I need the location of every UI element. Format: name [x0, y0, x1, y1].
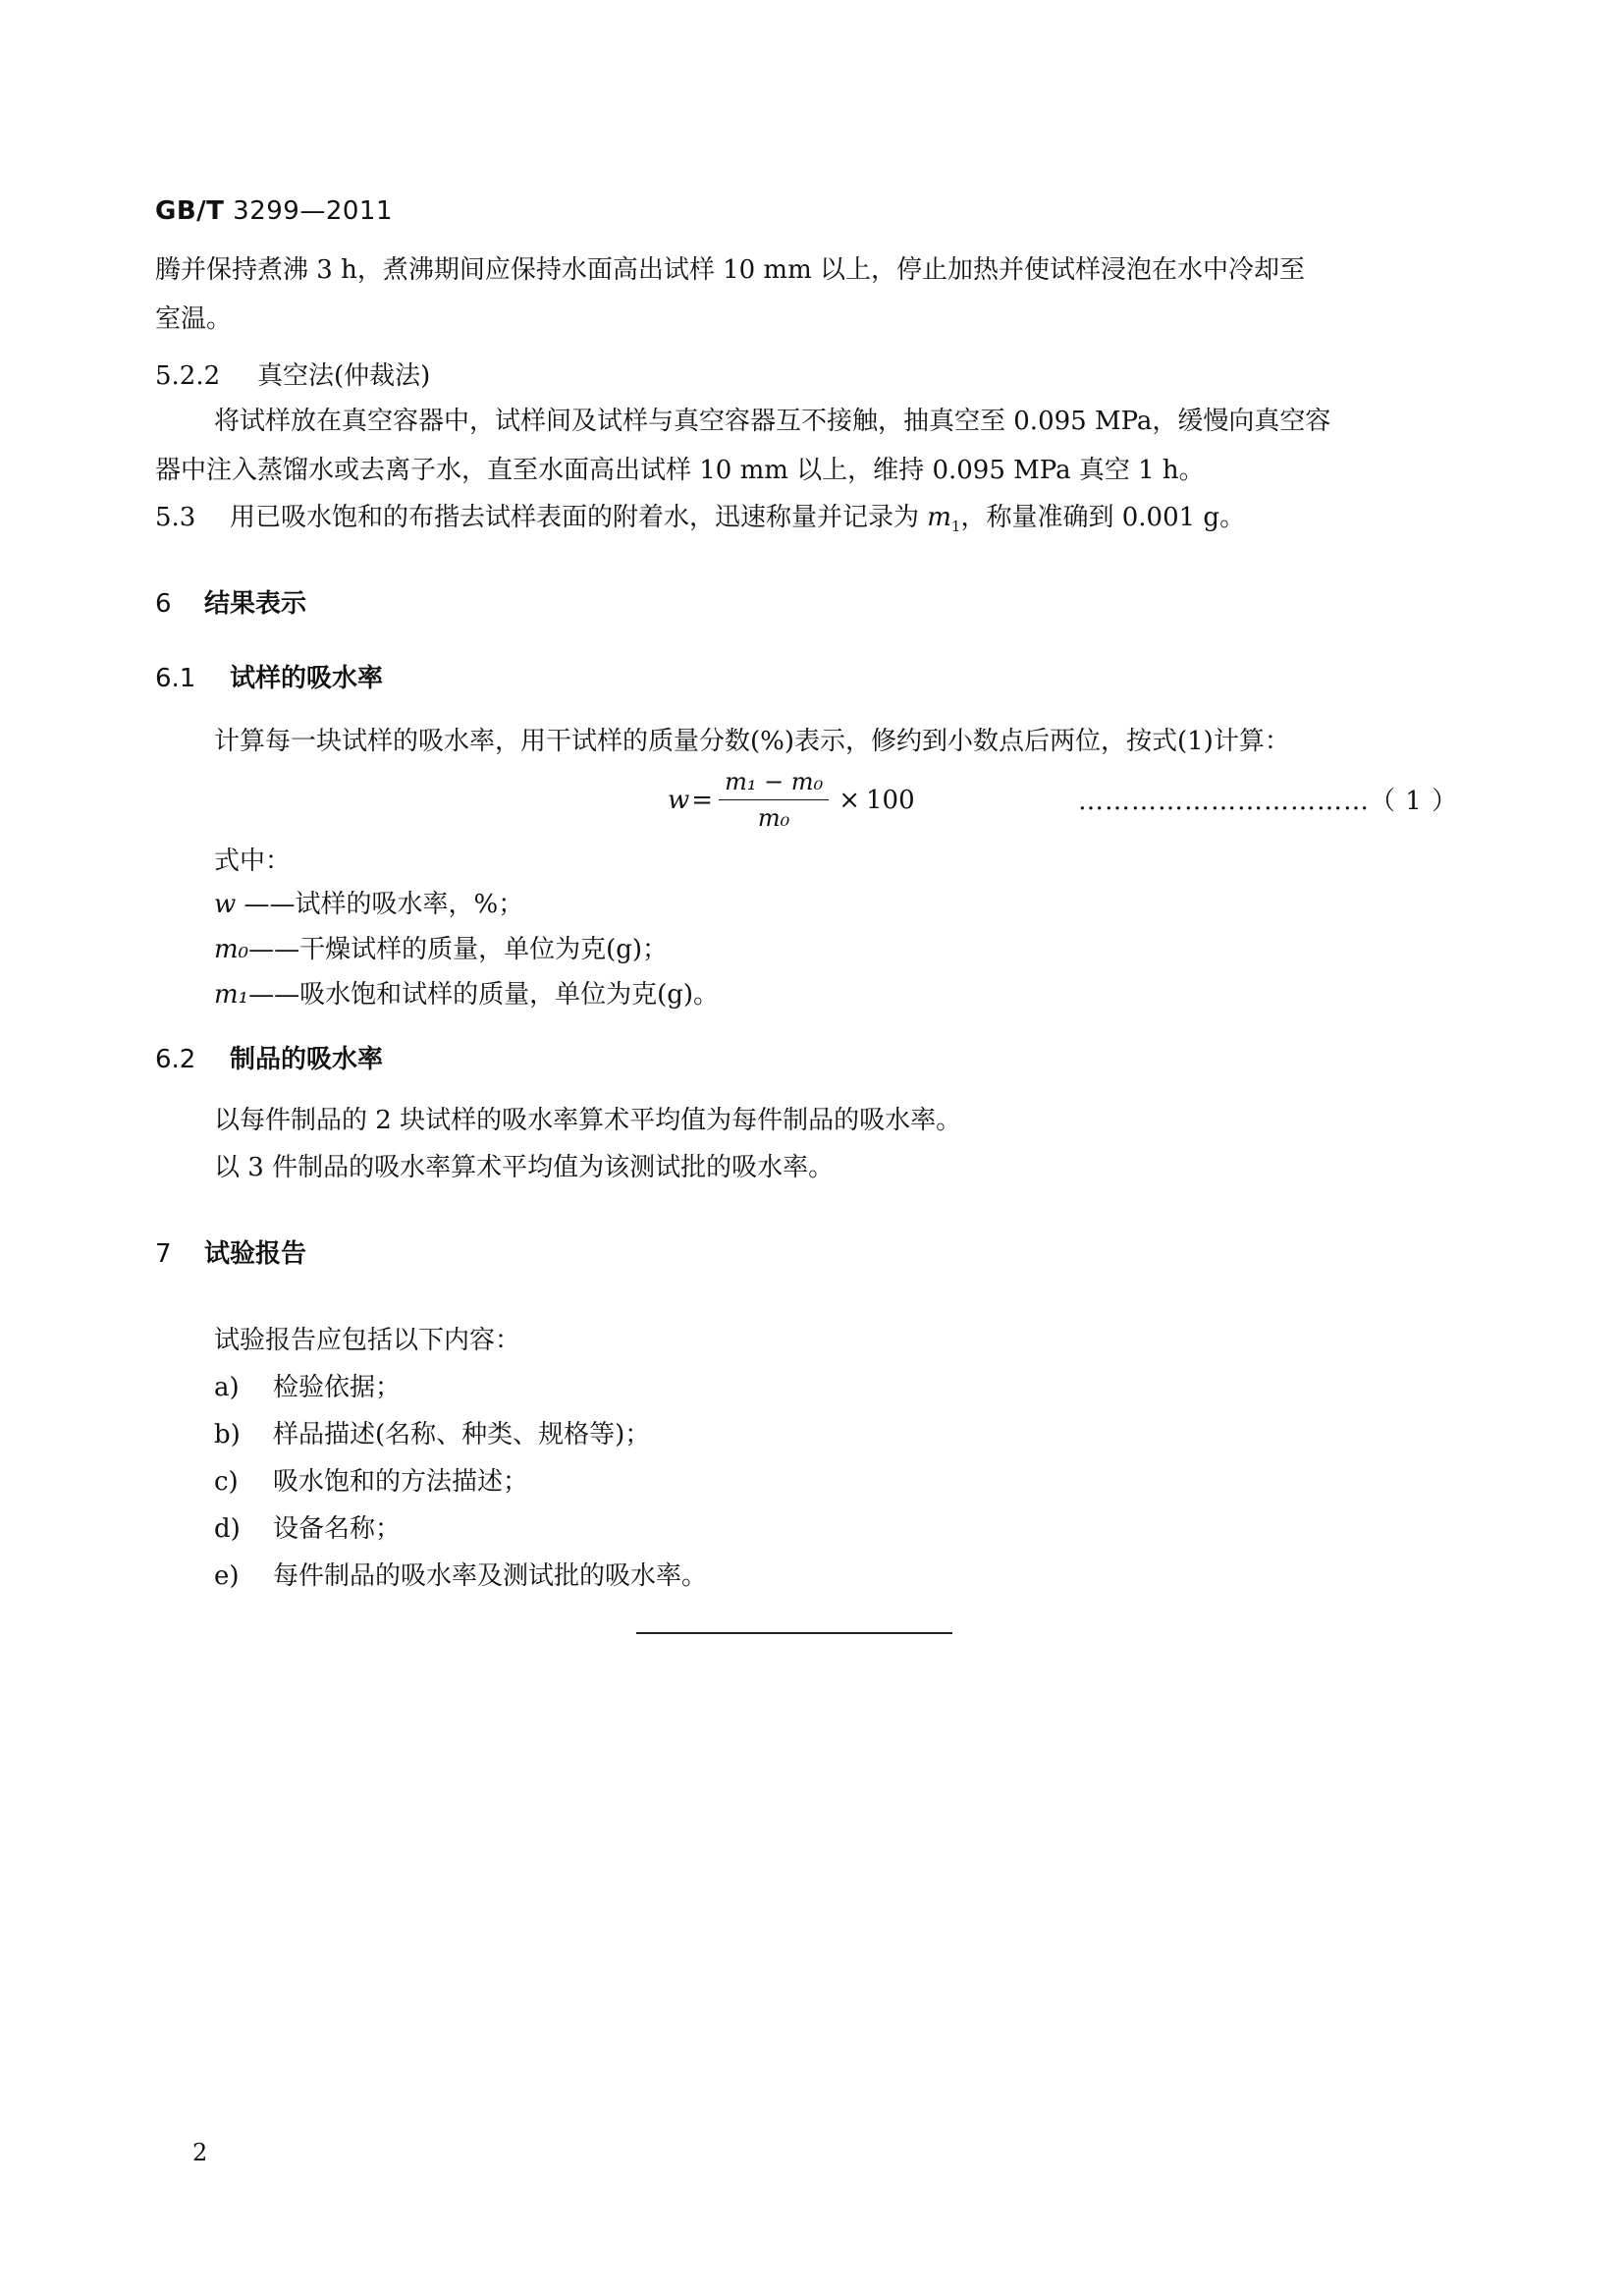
section-title: 真空法(仲裁法)	[257, 361, 431, 391]
paragraph-6-1-intro: 计算每一块试样的吸水率，用干试样的质量分数(%)表示，修约到小数点后两位，按式(1)计算：	[214, 727, 1290, 756]
list-item	[214, 1556, 707, 1592]
paragraph-boiling-tail	[155, 246, 1428, 344]
symbol-m: m	[927, 503, 951, 532]
list-item	[214, 1461, 528, 1498]
formula-water-absorption	[668, 768, 915, 832]
where-label: 式中：	[214, 847, 292, 876]
where-symbol: m₁	[214, 980, 249, 1010]
section-heading-6	[155, 583, 306, 620]
list-mark: c)	[214, 1467, 239, 1497]
list-item	[214, 1367, 401, 1403]
list-item	[214, 1508, 401, 1545]
where-item-m1	[214, 974, 719, 1011]
standard-number: 3299—2011	[233, 196, 393, 226]
paragraph-6-2-line1: 以每件制品的 2 块试样的吸水率算术平均值为每件制品的吸水率。	[214, 1106, 962, 1135]
list-text: 每件制品的吸水率及测试批的吸水率。	[273, 1561, 708, 1591]
text-line: 将试样放在真空容器中，试样间及试样与真空容器互不接触，抽真空至 0.095 MPa，缓慢向真空容	[214, 407, 1331, 436]
formula-factor: 100	[865, 785, 915, 815]
list-mark: a)	[214, 1373, 240, 1402]
section-title: 制品的吸水率	[230, 1045, 384, 1074]
section-number: 5.2.2	[155, 361, 221, 391]
formula-denominator: m₀	[757, 804, 790, 832]
list-text: 吸水饱和的方法描述；	[273, 1467, 529, 1497]
list-item	[214, 1414, 650, 1450]
section-number: 6	[155, 589, 172, 619]
text-line: 室温。	[155, 304, 233, 334]
section-number: 7	[155, 1239, 172, 1269]
symbol-subscript: 1	[950, 518, 961, 536]
list-text: 检验依据；	[273, 1373, 402, 1402]
formula-lhs: w	[668, 785, 690, 815]
where-desc: 吸水饱和试样的质量，单位为克(g)。	[299, 980, 720, 1010]
list-mark: e)	[214, 1561, 240, 1591]
section-number: 5.3	[155, 503, 196, 532]
where-dash: ——	[248, 980, 300, 1010]
paragraph-7-intro: 试验报告应包括以下内容：	[214, 1326, 521, 1355]
text-segment: 用已吸水饱和的布揩去试样表面的附着水，迅速称量并记录为	[230, 503, 928, 532]
section-number: 6.1	[155, 664, 196, 693]
formula-times: ×	[839, 785, 860, 815]
subsection-heading-6-1	[155, 658, 383, 694]
paragraph-5-3	[155, 497, 1245, 535]
end-rule-divider	[636, 1632, 952, 1634]
where-symbol: w	[214, 890, 237, 919]
where-desc: 干燥试样的质量，单位为克(g)；	[299, 935, 669, 964]
list-text: 样品描述(名称、种类、规格等)；	[273, 1420, 651, 1449]
text-line: 腾并保持煮沸 3 h，煮沸期间应保持水面高出试样 10 mm 以上，停止加热并使试样浸泡在水中冷却至	[155, 255, 1306, 285]
where-desc: 试样的吸水率，%；	[295, 890, 524, 919]
list-text: 设备名称；	[273, 1514, 402, 1544]
where-dash: ——	[248, 935, 300, 964]
list-mark: d)	[214, 1514, 241, 1544]
text-line: 器中注入蒸馏水或去离子水，直至水面高出试样 10 mm 以上，维持 0.095 MPa 真空 1 h。	[155, 456, 1205, 485]
formula-numerator: m₁ − m₀	[719, 768, 829, 800]
formula-fraction	[719, 768, 829, 832]
where-item-w	[214, 884, 523, 920]
page-number: 2	[192, 2139, 208, 2166]
standard-code: GB/T	[155, 196, 225, 226]
list-mark: b)	[214, 1420, 241, 1449]
where-item-m0	[214, 929, 668, 965]
subsection-heading-6-2	[155, 1039, 383, 1075]
section-number: 6.2	[155, 1045, 196, 1074]
equation-number: ……………………………（ 1 ）	[1078, 787, 1459, 816]
section-title: 结果表示	[204, 589, 307, 619]
section-title: 试验报告	[204, 1239, 307, 1269]
formula-equals: =	[691, 785, 714, 815]
section-title: 试样的吸水率	[230, 664, 384, 693]
where-dash: ——	[243, 890, 296, 919]
subsection-heading-5-2-2	[155, 355, 430, 392]
page-header	[155, 196, 393, 226]
text-segment: ，称量准确到 0.001 g。	[960, 503, 1246, 532]
paragraph-6-2-line2: 以 3 件制品的吸水率算术平均值为该测试批的吸水率。	[214, 1153, 835, 1182]
where-symbol: m₀	[214, 935, 249, 964]
paragraph-vacuum-method	[155, 397, 1428, 495]
section-heading-7	[155, 1233, 306, 1270]
